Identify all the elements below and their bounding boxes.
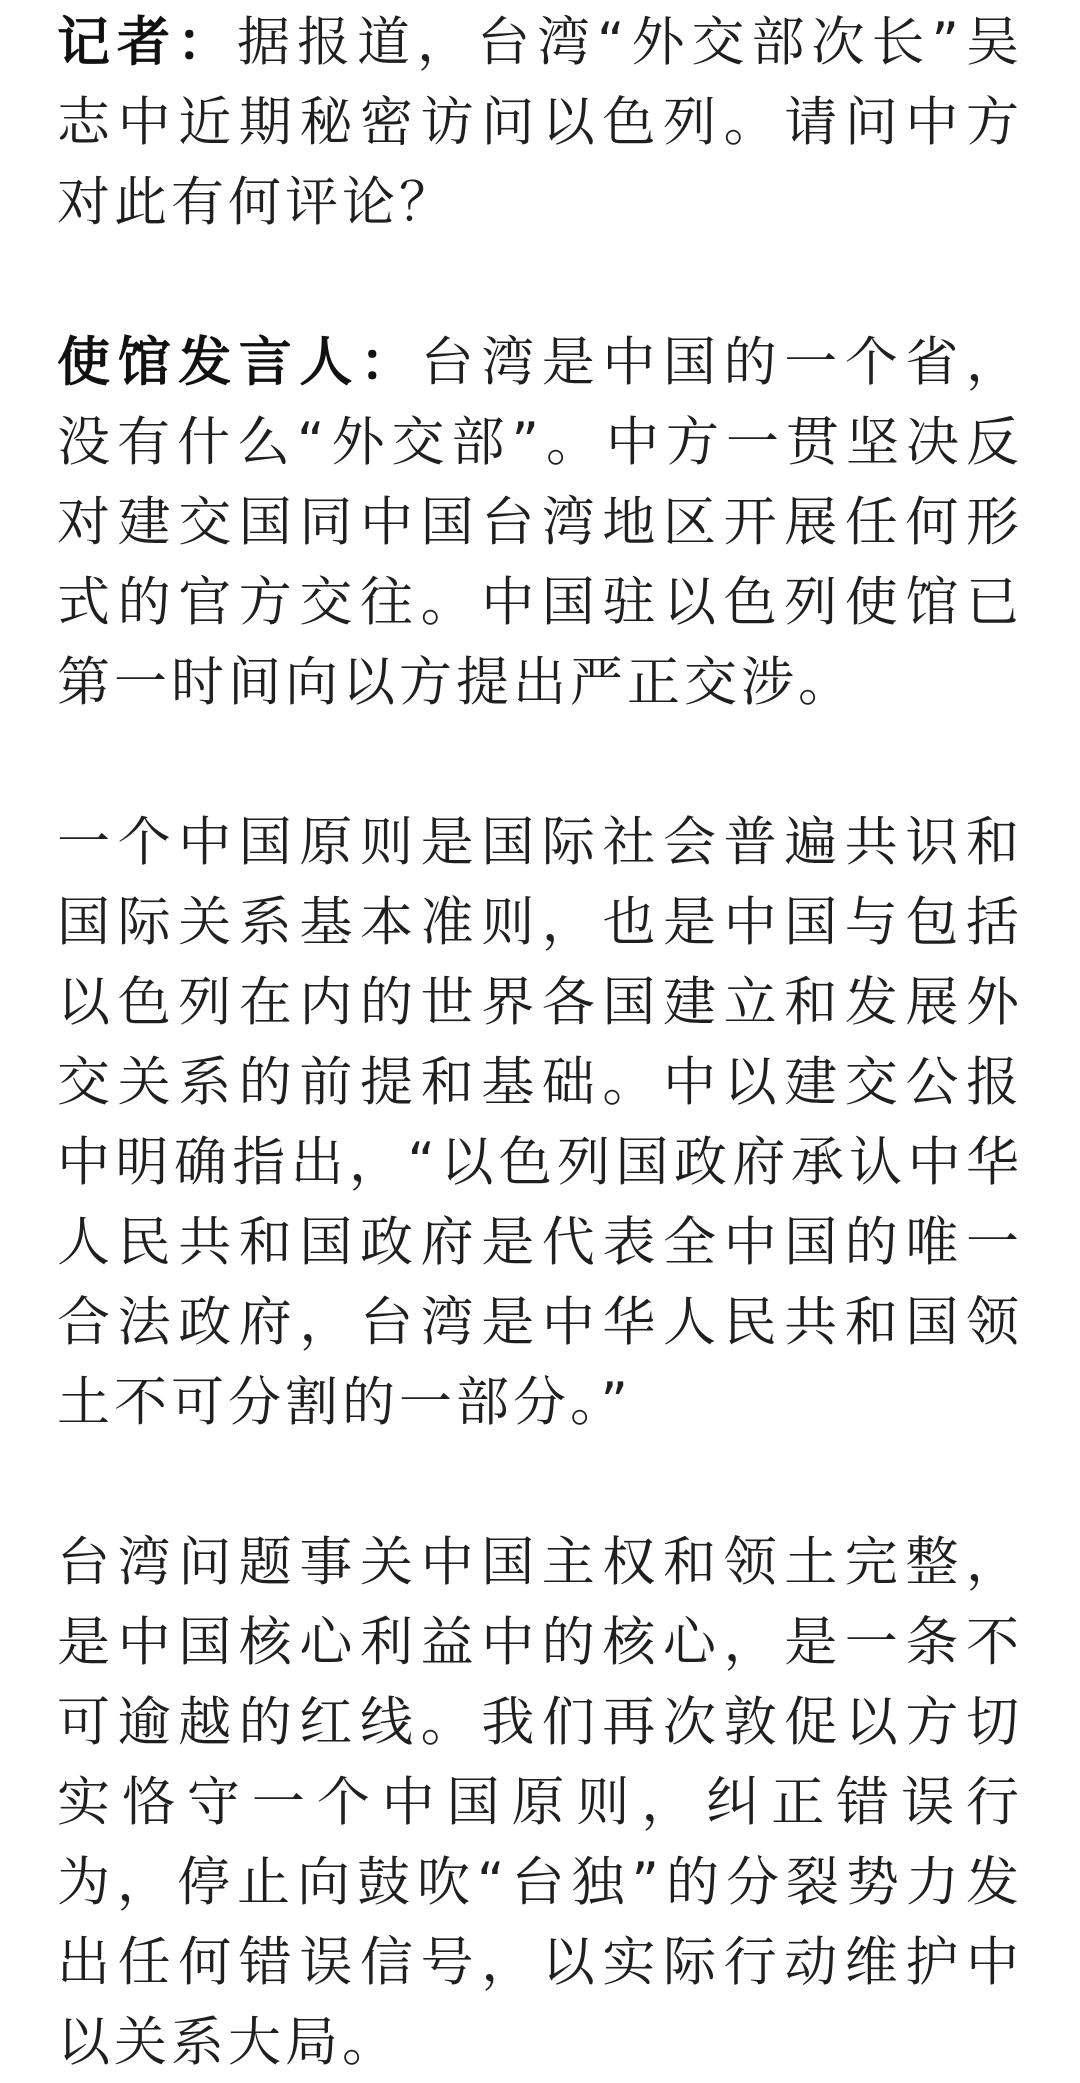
article-body (57, 0, 1023, 2083)
taiwan-question-paragraph: 台湾问题事关中国主权和领土完整，是中国核心利益中的核心，是一条不可逾越的红线。我们再次敦促以方切实恪守一个中国原则，纠正错误行为，停止向鼓吹“台独”的分裂势力发出任何错误信号，以实际行动维护中以关系大局。 (57, 1532, 1023, 2073)
question-paragraph (57, 3, 1023, 243)
spokesperson-label: 使馆发言人： (57, 332, 421, 393)
reporter-label: 记者： (57, 12, 238, 73)
answer-paragraph (57, 323, 1023, 723)
answer-text: 台湾是中国的一个省，没有什么“外交部”。中方一贯坚决反对建交国同中国台湾地区开展任何形式的官方交往。中国驻以色列使馆已第一时间向以方提出严正交涉。 (57, 332, 1024, 713)
one-china-principle-paragraph: 一个中国原则是国际社会普遍共识和国际关系基本准则，也是中国与包括以色列在内的世界各国建立和发展外交关系的前提和基础。中以建交公报中明确指出，“以色列国政府承认中华人民共和国政府是代表全中国的唯一合法政府，台湾是中华人民共和国领土不可分割的一部分。” (57, 812, 1023, 1433)
question-text: 据报道，台湾“外交部次长”吴志中近期秘密访问以色列。请问中方对此有何评论？ (57, 12, 1023, 233)
